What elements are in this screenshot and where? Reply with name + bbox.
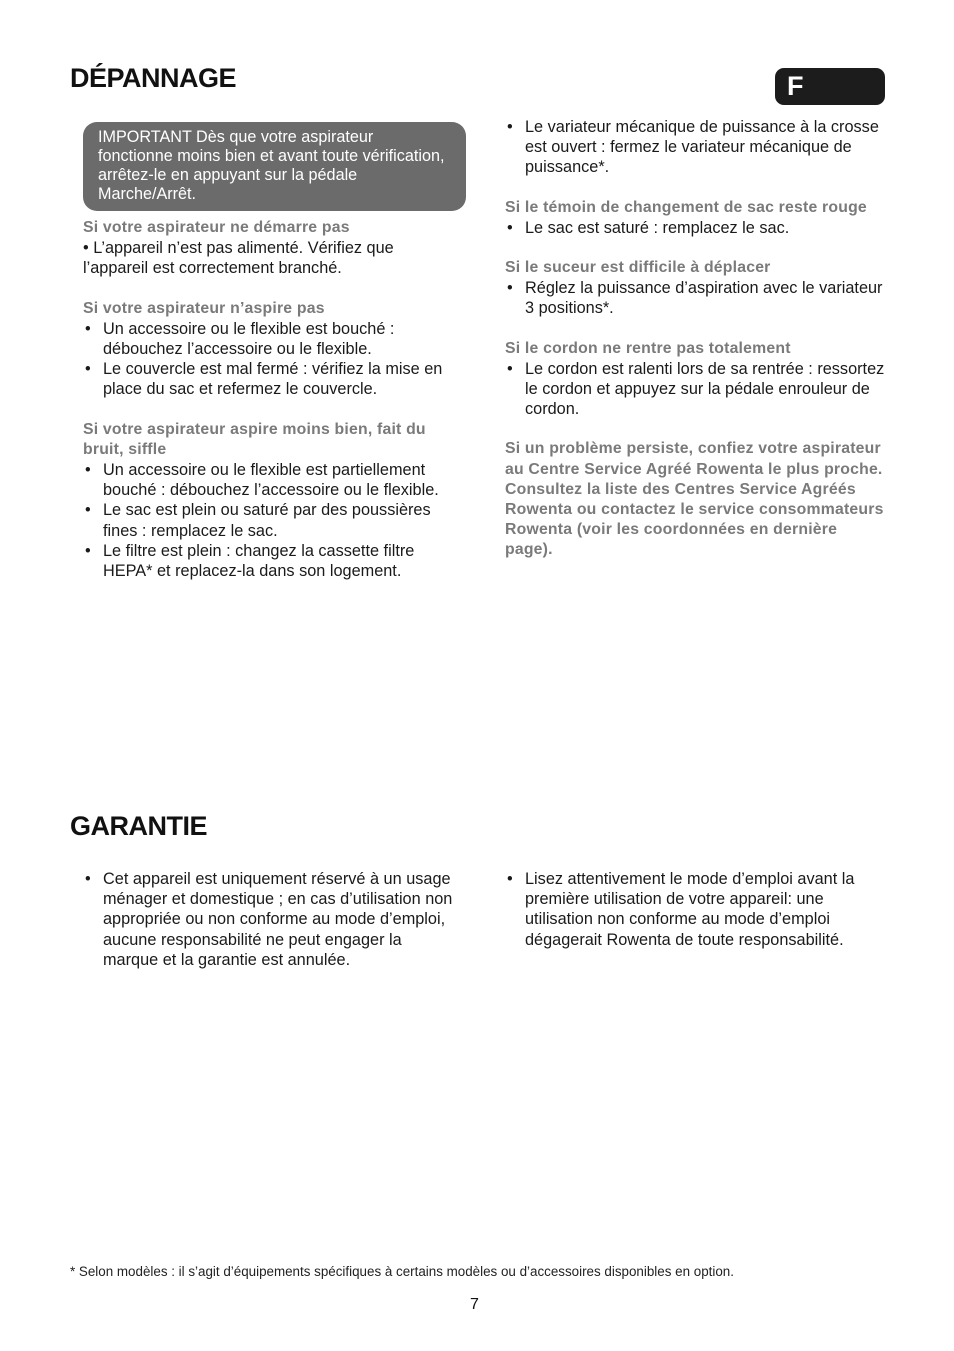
- service-note: Si un problème persiste, confiez votre aspirateur au Centre Service Agréé Rowenta le plus proche. Consultez la liste des Centres Service Agréés Rowenta ou contactez le service consommateurs Rowenta (voir les coordonnées en dernière page).: [505, 440, 884, 559]
- list-item: • Le variateur mécanique de puissance à la crosse est ouvert : fermez le variateur mécanique de puissance*.: [505, 117, 887, 178]
- list-item: • Lisez attentivement le mode d’emploi avant la première utilisation de votre appareil: une utilisation non conforme au mode d’emploi dégagerait Rowenta de toute responsabilité.: [505, 869, 887, 950]
- bullet-list: [505, 869, 887, 950]
- list-item: • Un accessoire ou le flexible est partiellement bouché : débouchez l’accessoire ou le flexible.: [83, 460, 458, 500]
- section-title-depannage: DÉPANNAGE: [70, 63, 237, 93]
- list-item: • Le cordon est ralenti lors de sa rentrée : ressortez le cordon et appuyez sur la pédale enrouleur de cordon.: [505, 359, 887, 420]
- section-title-garantie: GARANTIE: [70, 811, 207, 841]
- bullet-list: [83, 460, 458, 581]
- subheading: Si votre aspirateur ne démarre pas: [83, 219, 350, 236]
- bullet-list: [83, 869, 461, 970]
- subheading: Si le cordon ne rentre pas totalement: [505, 339, 791, 357]
- subheading: Si votre aspirateur aspire moins bien, fait du bruit, siffle: [83, 420, 426, 458]
- paragraph: • L’appareil n’est pas alimenté. Vérifiez que l’appareil est correctement branché.: [83, 239, 394, 278]
- list-item: • Le sac est plein ou saturé par des poussières fines : remplacez le sac.: [83, 500, 458, 540]
- bullet-list: [505, 359, 887, 420]
- bullet-list: [83, 319, 458, 400]
- bullet-list: [505, 218, 887, 238]
- garantie-left-column: [83, 869, 461, 970]
- list-item: • Réglez la puissance d’aspiration avec le variateur 3 positions*.: [505, 278, 887, 318]
- footnote: * Selon modèles : il s’agit d’équipements spécifiques à certains modèles ou d’accessoires disponibles en option.: [70, 1264, 734, 1279]
- bullet-list: [505, 278, 887, 318]
- bullet-list: [505, 117, 887, 178]
- list-item: • Cet appareil est uniquement réservé à un usage ménager et domestique ; en cas d’utilisation non appropriée ou non conforme au mode d’emploi, aucune responsabilité ne peut engager la marque et la garantie est annulée.: [83, 869, 461, 970]
- language-tab: F: [775, 68, 885, 105]
- list-item: • Le couvercle est mal fermé : vérifiez la mise en place du sac et refermez le couvercle.: [83, 359, 458, 399]
- right-column: [505, 117, 887, 561]
- subheading: Si le suceur est difficile à déplacer: [505, 259, 771, 277]
- subheading: Si le témoin de changement de sac reste rouge: [505, 198, 867, 216]
- left-column: [83, 218, 458, 581]
- list-item: • Le filtre est plein : changez la cassette filtre HEPA* et replacez-la dans son logement.: [83, 541, 458, 581]
- list-item: • Le sac est saturé : remplacez le sac.: [505, 218, 887, 238]
- important-notice: IMPORTANT Dès que votre aspirateur fonctionne moins bien et avant toute vérification, arrêtez-le en appuyant sur la pédale Marche/Arrêt.: [83, 122, 466, 211]
- garantie-right-column: [505, 869, 887, 950]
- list-item: • Un accessoire ou le flexible est bouché : débouchez l’accessoire ou le flexible.: [83, 319, 458, 359]
- page-number: 7: [470, 1296, 479, 1313]
- subheading: Si votre aspirateur n’aspire pas: [83, 299, 325, 317]
